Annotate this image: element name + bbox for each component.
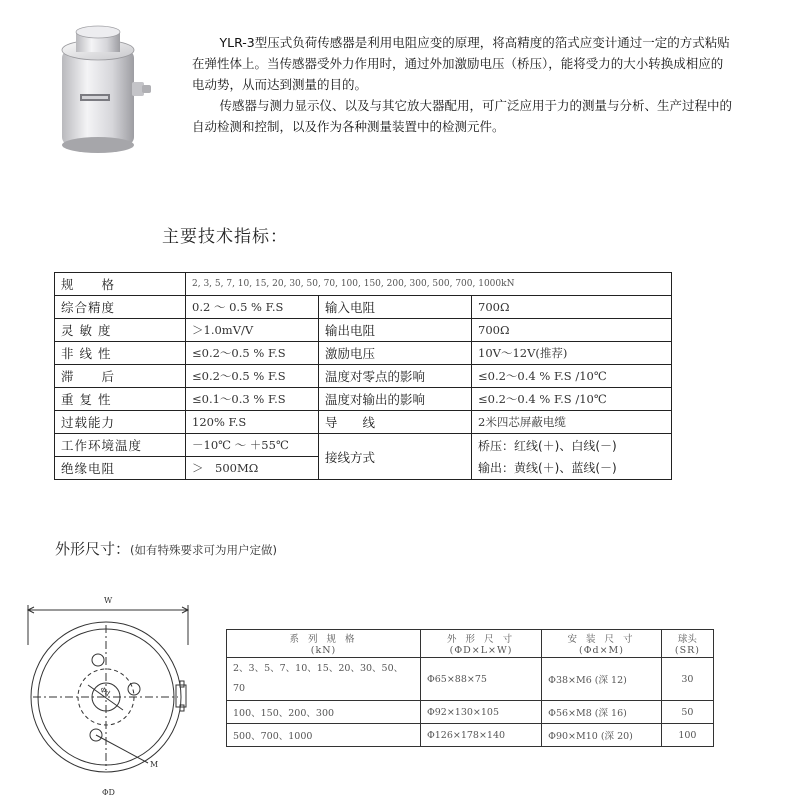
spec-value: ＞1.0mV/V [186,319,319,342]
wiring-line-1: 桥压：红线(＋)、白线(－) [478,438,617,453]
spec-label: 激励电压 [319,342,472,365]
spec-label: 综合精度 [55,296,186,319]
header-mount-title: 安 装 尺 寸 [567,634,636,645]
spec-value: ≤0.1～0.3 % F.S [186,388,319,411]
spec-value: ≤0.2～0.5 % F.S [186,342,319,365]
cell-series: 100、150、200、300 [227,701,421,724]
cell-outer: Φ126×178×140 [420,724,541,747]
spec-label: 输入电阻 [319,296,472,319]
cell-series: 2、3、5、7、10、15、20、30、50、70 [227,658,421,701]
spec-label: 重 复 性 [55,388,186,411]
spec-label: 规 格 [55,273,186,296]
dimensions-header-row [227,630,714,658]
header-sr [661,630,713,658]
dimensions-heading [55,538,277,559]
spec-label: 过载能力 [55,411,186,434]
spec-label: 接线方式 [319,434,472,480]
spec-value: ≤0.2～0.4 % F.S /10℃ [472,388,672,411]
dimensions-row [227,724,714,747]
header-sr-unit: (SR) [674,645,700,656]
spec-value: 700Ω [472,319,672,342]
cell-mount: Φ56×M8 (深 16) [542,701,662,724]
header-outer-title: 外 形 尺 寸 [447,634,516,645]
intro-paragraph-1: YLR-3型压式负荷传感器是利用电阻应变的原理，将高精度的箔式应变计通过一定的方式粘贴在弹性体上。当传感器受外力作用时，通过外加激励电压（桥压），能将受力的大小转换成相应的电动势，从而达到测量的目的。 [192,35,730,92]
cell-outer: Φ65×88×75 [420,658,541,701]
spec-label: 非 线 性 [55,342,186,365]
spec-value: －10℃ ～ ＋55℃ [186,434,319,457]
spec-label: 绝缘电阻 [55,457,186,480]
header-series-title: 系 列 规 格 [289,634,358,645]
spec-row [55,319,672,342]
spec-label: 输出电阻 [319,319,472,342]
spec-value: ≤0.2～0.4 % F.S /10℃ [472,365,672,388]
drawing-label-m: M [150,760,159,769]
spec-label: 滞 后 [55,365,186,388]
drawing-label-w: W [104,596,113,605]
dimensions-row [227,701,714,724]
drawing-label-d: Φd [98,685,112,698]
spec-value: 10V～12V(推荐) [472,342,672,365]
spec-value: 700Ω [472,296,672,319]
header-mount [542,630,662,658]
spec-row [55,365,672,388]
header-series [227,630,421,658]
spec-label: 灵 敏 度 [55,319,186,342]
spec-row [55,411,672,434]
wiring-line-2: 输出：黄线(＋)、蓝线(－) [478,460,617,475]
dimensions-note: (如有特殊要求可为用户定做) [130,543,277,557]
spec-heading: 主要技术指标： [162,227,288,247]
intro-paragraph-2: 传感器与测力显示仪、以及与其它放大器配用，可广泛应用于力的测量与分析、生产过程中的自动检测和控制，以及作为各种测量装置中的检测元件。 [192,98,733,134]
cell-outer: Φ92×130×105 [420,701,541,724]
drawing-label-d2: ΦD [102,788,115,797]
cell-series: 500、700、1000 [227,724,421,747]
cell-mount: Φ90×M10 (深 20) [542,724,662,747]
spec-label: 导 线 [319,411,472,434]
spec-value: 2米四芯屏蔽电缆 [472,411,672,434]
spec-row [55,434,672,457]
spec-value: 2, 3, 5, 7, 10, 15, 20, 30, 50, 70, 100, 150, 200, 300, 500, 700, 1000kN [186,273,672,296]
spec-value: ＞ 500MΩ [186,457,319,480]
spec-row [55,296,672,319]
wiring-value [472,434,672,480]
intro-text [192,32,732,137]
cell-sr: 50 [661,701,713,724]
dimensions-title: 外形尺寸： [55,540,131,558]
spec-value: 120% F.S [186,411,319,434]
header-sr-title: 球头 [677,634,697,645]
cell-sr: 100 [661,724,713,747]
cell-mount: Φ38×M6 (深 12) [542,658,662,701]
spec-row-size [55,273,672,296]
header-outer-unit: (ΦD×L×W) [449,645,513,656]
spec-row [55,388,672,411]
spec-row [55,342,672,365]
spec-table [54,272,672,480]
header-series-unit: (kN) [310,645,337,656]
spec-value: 0.2 ～ 0.5 % F.S [186,296,319,319]
dimensions-row [227,658,714,701]
spec-label: 温度对零点的影响 [319,365,472,388]
dimension-drawing [18,585,198,800]
dimensions-table [226,629,714,747]
spec-label: 工作环境温度 [55,434,186,457]
sensor-photo [48,20,158,155]
cell-sr: 30 [661,658,713,701]
header-mount-unit: (Φd×M) [579,645,624,656]
spec-label: 温度对输出的影响 [319,388,472,411]
header-outer [420,630,541,658]
spec-value: ≤0.2～0.5 % F.S [186,365,319,388]
